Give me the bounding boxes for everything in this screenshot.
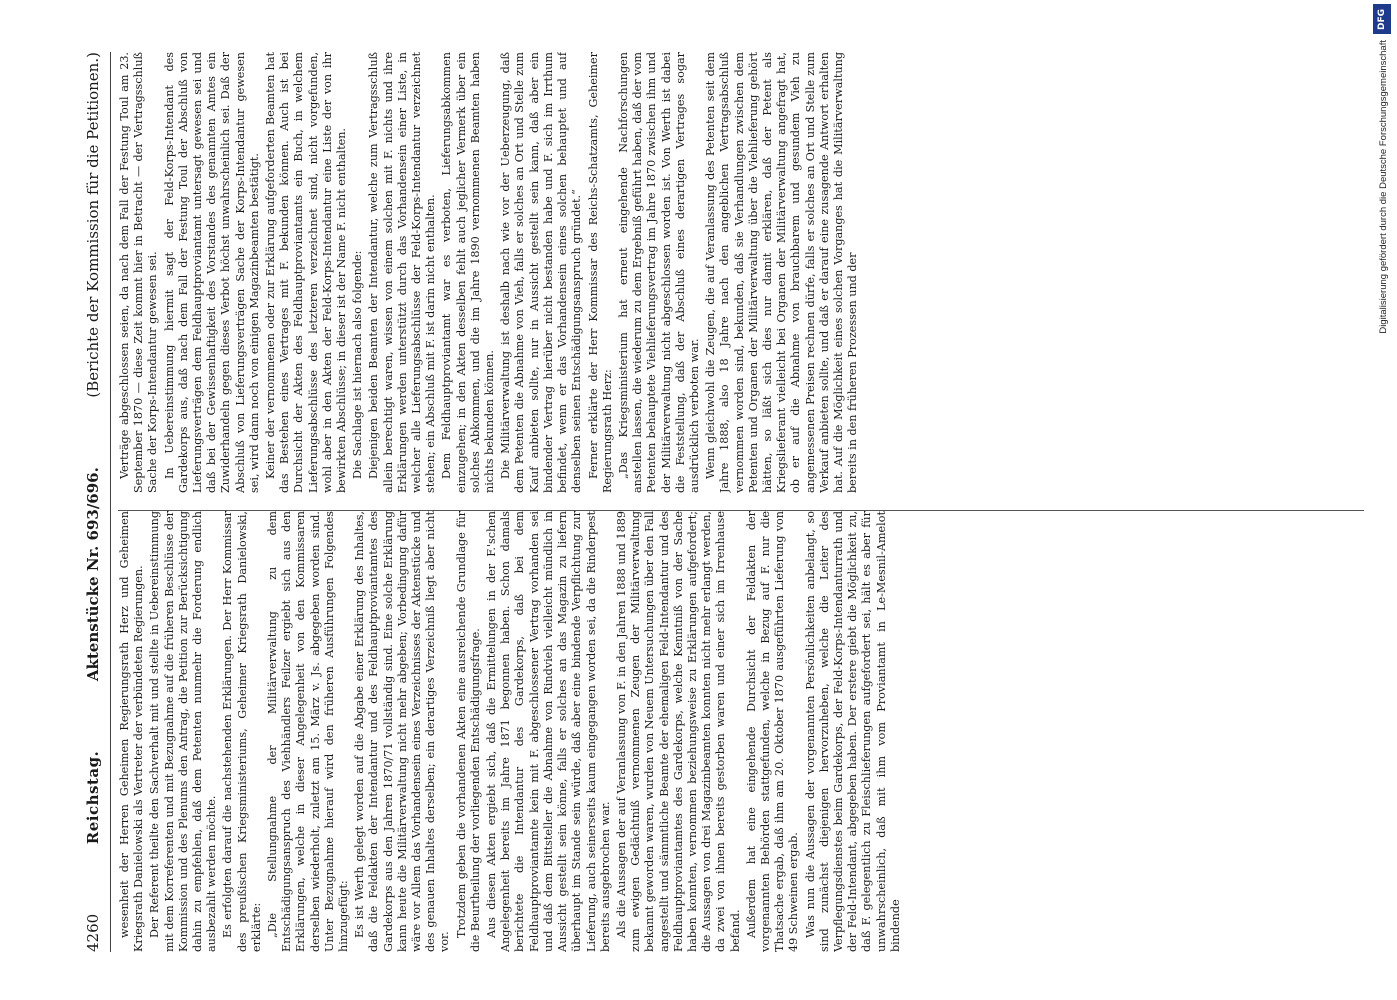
paragraph: Trotzdem geben die vorhandenen Akten eine ausreichende Grundlage für die Beurtheilung der vorliegenden Entschädigungsfrage. xyxy=(454,511,482,952)
paragraph: Aus diesen Akten ergiebt sich, daß die Ermittelungen in der F.'schen Angelegenheit bereits im Jahre 1871 begonnen haben. Schon damals berichtete die Intendantur des Gardekorps, daß bei dem Feldhauptproviantamte kein mit F. abgeschlossener Vertrag vorhanden sei und daß dem Bittsteller die Abnahme von Rindvieh vielleicht mündlich in Aussicht gestellt sein könne, falls er solches an das Magazin zu liefern überhaupt im Stande sein würde, daß aber eine bindende Verpflichtung zur Lieferung, auch seinerseits kaum eingegangen worden sei, da die Rinderpest bereits ausgebrochen war. xyxy=(485,511,612,952)
page-number: 4260 xyxy=(84,913,102,952)
left-column xyxy=(118,511,1364,952)
paragraph: wesenheit der Herren Geheimen Regierungsrath Herz und Geheimen Kriegsrath Danielowski als Vertreter der verbündeten Regierungen. xyxy=(118,511,146,952)
paragraph: Diejenigen beiden Beamten der Intendantur, welche zum Vertragsschluß allein berechtigt waren, wissen von einem solchen mit F. nichts und ihre Erklärungen werden unterstützt durch das Vorhandensein einer Liste, in welcher alle Lieferungsabschlüsse der Feld-Korps-Intendantur verzeichnet stehen; ein Abschluß mit F. ist darin nicht enthalten. xyxy=(367,52,438,493)
paragraph: Ferner erklärte der Herr Kommissar des Reichs-Schatzamts, Geheimer Regierungsrath Herz: xyxy=(586,52,614,493)
right-column xyxy=(118,52,1364,493)
paragraph: Es ist Werth gelegt worden auf die Abgabe einer Erklärung des Inhaltes, daß die Feldakten der Intendantur und des Feldhauptproviantamtes des Gardekorps aus den Jahren 1870/71 vollständig sind. Eine solche Erklärung kann heute die Militärverwaltung nicht mehr abgeben; Vorbedingung dafür wäre vor Allem das Vorhandensein eines Verzeichnisses der Aktenstücke und des genauen Inhaltes derselben; ein derartiges Verzeichniß liegt aber nicht vor. xyxy=(353,511,452,952)
header-left-title: Reichstag. xyxy=(84,750,102,845)
paragraph: „Die Stellungnahme der Militärverwaltung zu dem Entschädigungsanspruch des Viehhändlers Feilzer ergiebt sich aus den Erklärungen, welche in dieser Angelegenheit von den Kommissaren derselben wiederholt, zuletzt am 15. März v. Js. abgegeben worden sind. Unter Bezugnahme hierauf wird den früheren Ausführungen Folgendes hinzugefügt: xyxy=(266,511,351,952)
header-center-title: Aktenstücke Nr. 693/696. xyxy=(84,467,102,682)
header-right-title: (Berichte der Kommission für die Petitionen.) xyxy=(84,52,102,398)
paragraph: Was nun die Aussagen der vorgenannten Persönlichkeiten anbelangt, so sind zunächst diejenigen hervorzuheben, welche die Leiter des Verpflegungsdienstes beim Gardekorps, der Feld-Korps-Intendanturrath und der Feld-Intendant, abgegeben haben. Der erstere giebt die Möglichkeit zu, daß F. gelegentlich zu Fleischlieferungen aufgefordert sei, hält es aber für unwahrscheinlich, daß mit ihm vom Proviantamt in Le-Mesnil-Amelot bindende xyxy=(803,511,902,952)
rotated-content xyxy=(84,52,1364,952)
paragraph: Der Referent theilte den Sachverhalt mit und stellte in Uebereinstimmung mit dem Korreferenten und mit Bezugnahme auf die früheren Beschlüsse der Kommission und des Plenums den Antrag, die Petition zur Berücksichtigung dahin zu empfehlen, daß dem Petenten nunmehr die Forderung endlich ausbezahlt werden möchte. xyxy=(148,511,219,952)
paragraph: Keiner der vernommenen oder zur Erklärung aufgeforderten Beamten hat das Bestehen eines Vertrages mit F. bekunden können. Auch ist bei Durchsicht der Akten des Feldhauptproviantamts ein Buch, in welchem Lieferungsabschlüsse des letzteren verzeichnet sind, nicht vorgefunden, wohl aber in den Akten der Feld-Korps-Intendantur eine Liste der von ihr bewirkten Abschlüsse; in dieser ist der Name F. nicht enthalten. xyxy=(264,52,349,493)
paragraph: Die Militärverwaltung ist deshalb nach wie vor der Ueberzeugung, daß dem Petenten die Abnahme von Vieh, falls er solches an Ort und Stelle zum Kauf anbieten sollte, nur in Aussicht gestellt sein kann, daß aber ein bindender Vertrag hierüber nicht bestanden habe und F. sich im Irrthum befindet, wenn er das Vorhandensein eines solchen behauptet und auf denselben seinen Entschädigungsanspruch gründet.“ xyxy=(499,52,584,493)
paragraph: Als die Aussagen der auf Veranlassung von F. in den Jahren 1888 und 1889 zum ewigen Gedächtniß vernommenen Zeugen der Militärverwaltung bekannt geworden waren, wurden von Neuem Untersuchungen über den Fall angestellt und sämmtliche Beamte der ehemaligen Feld-Intendantur und des Feldhauptproviantamtes des Gardekorps, welche Kenntniß von der Sache haben konnten, vernommen beziehungsweise zu Erklärungen aufgefordert; die Aussagen von drei Magazinbeamten konnten nicht mehr erlangt werden, da zwei von ihnen bereits gestorben waren und einer sich im Irrenhause befand. xyxy=(614,511,742,952)
paragraph: Wenn gleichwohl die Zeugen, die auf Veranlassung des Petenten seit dem Jahre 1888, also 18 Jahre nach den angeblichen Vertragsabschluß vernommen worden sind, bekunden, daß sie Verhandlungen zwischen dem Petenten und Organen der Militärverwaltung über die Viehlieferung gehört hätten, so läßt sich dies nur damit erklären, daß der Petent als Kriegslieferant vielleicht bei Organen der Militärverwaltung angefragt hat, ob er auf die Abnahme von brauchbarem und gesundem Vieh zu angemessenen Preisen rechnen dürfe, falls er solches an Ort und Stelle zum Verkauf anbieten sollte, und daß er darauf eine zusagende Antwort erhalten hat. Auf die Möglichkeit eines solchen Vorganges hat die Militärverwaltung bereits in den früheren Prozessen und der xyxy=(704,52,860,493)
paragraph: „Das Kriegsministerium hat erneut eingehende Nachforschungen anstellen lassen, die wiederum zu dem Ergebniß geführt haben, daß der vom Petenten behauptete Viehlieferungsvertrag im Jahre 1870 zwischen ihm und der Militärverwaltung nicht abgeschlossen worden ist. Von Werth ist dabei die Feststellung, daß der Abschluß eines derartigen Vertrages sogar ausdrücklich verboten war. xyxy=(616,52,701,493)
dfg-credit-strip xyxy=(1371,0,1393,1000)
paragraph: Außerdem hat eine eingehende Durchsicht der Feldakten der vorgenannten Behörden stattgefunden, welche in Bezug auf F. nur die Thatsache ergab, daß ihm am 20. Oktober 1870 ausgeführten Lieferung von 49 Schweinen ergab. xyxy=(744,511,801,952)
dfg-credit-text: Digitalisierung gefördert durch die Deutsche Forschungsgemeinschaft xyxy=(1378,40,1389,334)
scanned-page xyxy=(84,52,1364,952)
paragraph: Dem Feldhauptproviantamt war es verboten, Lieferungsabkommen einzugehen; in den Akten desselben fehlt auch jeglicher Vermerk über ein solches Abkommen, und die im Jahre 1890 vernommenen Beamten haben nichts bekunden können. xyxy=(440,52,497,493)
page-header xyxy=(84,52,111,952)
paragraph: In Uebereinstimmung hiermit sagt der Feld-Korps-Intendant des Gardekorps aus, daß nach dem Fall der Festung Toul der Abschluß von Lieferungsverträgen dem Feldhauptproviantamt untersagt gewesen sei und daß bei der Gewissenhaftigkeit des Vorstandes des genannten Amtes ein Zuwiderhandeln gegen dieses Verbot höchst unwahrscheinlich sei. Daß der Abschluß von Lieferungsverträgen Sache der Korps-Intendantur gewesen sei, wird dann noch von einigen Magazinbeamten bestätigt. xyxy=(162,52,261,493)
text-columns xyxy=(118,52,1364,952)
paragraph: Die Sachlage ist hiernach also folgende: xyxy=(351,250,365,479)
dfg-logo: DFG xyxy=(1373,4,1391,34)
paragraph: Verträge abgeschlossen seien, da nach dem Fall der Festung Toul am 23. September 1870 — diese Zeit kommt hier in Betracht — der Vertragsschluß Sache der Korps-Intendantur gewesen sei. xyxy=(118,52,160,493)
paragraph: Es erfolgten darauf die nachstehenden Erklärungen. Der Herr Kommissar des preußischen Kriegsministeriums, Geheimer Kriegsrath Danielowski, erklärte: xyxy=(221,511,263,952)
